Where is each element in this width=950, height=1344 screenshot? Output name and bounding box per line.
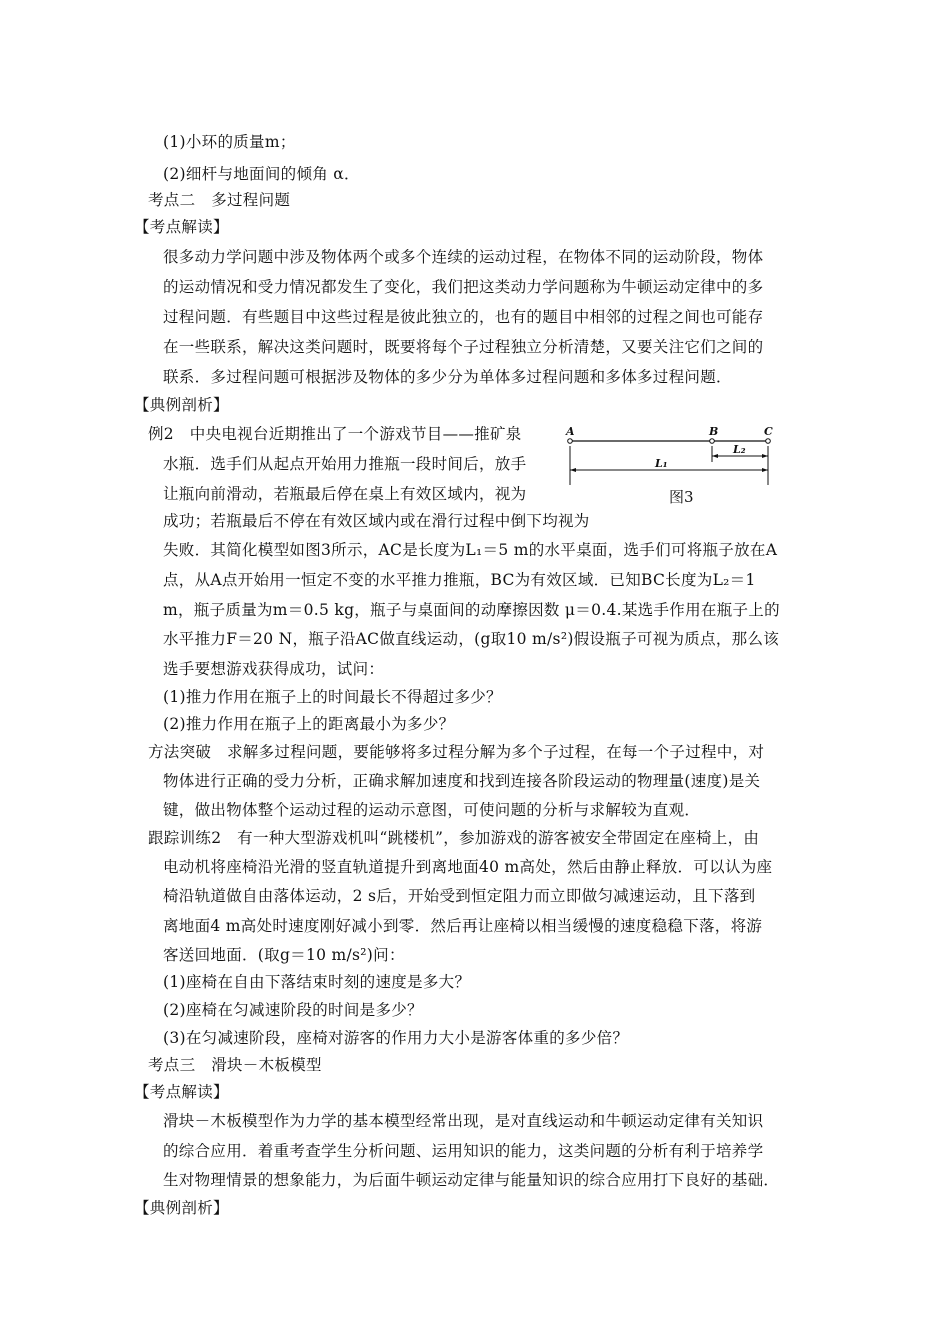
- method-line: 方法突破 求解多过程问题，要能够将多过程分解为多个子过程，在每一个子过程中，对: [148, 743, 765, 761]
- arrowhead-l1-left: [570, 468, 576, 472]
- example-2-line: m，瓶子质量为m＝0.5 kg，瓶子与桌面间的动摩擦因数 μ＝0.4.某选手作用在瓶子上的: [163, 601, 780, 619]
- example-2-line: 例2 中央电视台近期推出了一个游戏节目——推矿泉: [148, 425, 522, 443]
- point-b-marker: [710, 439, 715, 444]
- example-2-question: (1)推力作用在瓶子上的时间最长不得超过多少？: [163, 688, 502, 706]
- question-2-angle: (2)细杆与地面间的倾角 α．: [163, 165, 360, 183]
- arrowhead-l1-right: [762, 468, 768, 472]
- example-2-line: 点，从A点开始用一恒定不变的水平推力推瓶，BC为有效区域．已知BC长度为L₂＝1: [163, 571, 756, 589]
- example-2-line: 让瓶向前滑动，若瓶最后停在桌上有效区域内，视为: [163, 485, 527, 503]
- arrowhead-l2-left: [712, 454, 718, 458]
- example-2-line: 选手要想游戏获得成功，试问：: [163, 660, 385, 678]
- paragraph-line: 的综合应用．着重考查学生分析问题、运用知识的能力，这类问题的分析有利于培养学: [163, 1142, 764, 1160]
- exercise-2-line: 客送回地面．(取g＝10 m/s²)问：: [163, 946, 405, 964]
- exercise-2-question: (2)座椅在匀减速阶段的时间是多少？: [163, 1001, 423, 1019]
- paragraph-line: 滑块－木板模型作为力学的基本模型经常出现，是对直线运动和牛顿运动定律有关知识: [163, 1112, 764, 1130]
- point-b-label: B: [709, 425, 719, 438]
- question-1-mass: (1)小环的质量m；: [163, 133, 296, 151]
- method-line: 物体进行正确的受力分析，正确求解加速度和找到连接各阶段运动的物理量(速度)是关: [163, 772, 761, 790]
- paragraph-line: 很多动力学问题中涉及物体两个或多个连续的运动过程，在物体不同的运动阶段，物体: [163, 248, 764, 266]
- method-line: 键，做出物体整个运动过程的运动示意图，可使问题的分析与求解较为直观．: [163, 801, 701, 819]
- point-c-label: C: [764, 425, 773, 438]
- exercise-2-question: (3)在匀减速阶段，座椅对游客的作用力大小是游客体重的多少倍？: [163, 1029, 629, 1047]
- l1-label: L₁: [655, 457, 668, 470]
- subheading-examples: 【典例剖析】: [134, 1199, 229, 1217]
- exercise-2-line: 离地面4 m高处时速度刚好减小到零．然后再让座椅以相当缓慢的速度稳稳下落，将游: [163, 917, 763, 935]
- exercise-2-line: 椅沿轨道做自由落体运动，2 s后，开始受到恒定阻力而立即做匀减速运动，且下落到: [163, 887, 756, 905]
- exercise-2-question: (1)座椅在自由下落结束时刻的速度是多大？: [163, 973, 471, 991]
- example-2-line: 水平推力F＝20 N，瓶子沿AC做直线运动，(g取10 m/s²)假设瓶子可视为质点，那么该: [163, 630, 780, 648]
- point-a-marker: [568, 439, 573, 444]
- subheading-reading: 【考点解读】: [134, 1083, 229, 1101]
- paragraph-line: 联系．多过程问题可根据涉及物体的多少分为单体多过程问题和多体多过程问题．: [163, 368, 732, 386]
- example-2-question: (2)推力作用在瓶子上的距离最小为多少？: [163, 715, 455, 733]
- example-2-line: 失败．其简化模型如图3所示，AC是长度为L₁＝5 m的水平桌面，选手们可将瓶子放在A: [163, 541, 778, 559]
- figure-3-caption: 图3: [669, 488, 694, 506]
- arrowhead-l2-right: [762, 454, 768, 458]
- subheading-examples: 【典例剖析】: [134, 396, 229, 414]
- section-heading-2: 考点二 多过程问题: [148, 191, 291, 209]
- subheading-reading: 【考点解读】: [134, 218, 229, 236]
- point-c-marker: [766, 439, 771, 444]
- example-2-line: 水瓶．选手们从起点开始用力推瓶一段时间后，放手: [163, 455, 527, 473]
- l2-label: L₂: [733, 443, 746, 456]
- point-a-label: A: [566, 425, 575, 438]
- paragraph-line: 的运动情况和受力情况都发生了变化，我们把这类动力学问题称为牛顿运动定律中的多: [163, 278, 764, 296]
- paragraph-line: 在一些联系，解决这类问题时，既要将每个子过程独立分析清楚，又要关注它们之间的: [163, 338, 764, 356]
- exercise-2-line: 跟踪训练2 有一种大型游戏机叫“跳楼机”，参加游戏的游客被安全带固定在座椅上，由: [148, 829, 760, 847]
- section-heading-3: 考点三 滑块－木板模型: [148, 1056, 322, 1074]
- example-2-line: 成功；若瓶最后不停在有效区域内或在滑行过程中倒下均视为: [163, 512, 590, 530]
- exercise-2-line: 电动机将座椅沿光滑的竖直轨道提升到离地面40 m高处，然后由静止释放．可以认为座: [163, 858, 773, 876]
- paragraph-line: 过程问题．有些题目中这些过程是彼此独立的，也有的题目中相邻的过程之间也可能存: [163, 308, 764, 326]
- paragraph-line: 生对物理情景的想象能力，为后面牛顿运动定律与能量知识的综合应用打下良好的基础．: [163, 1171, 780, 1189]
